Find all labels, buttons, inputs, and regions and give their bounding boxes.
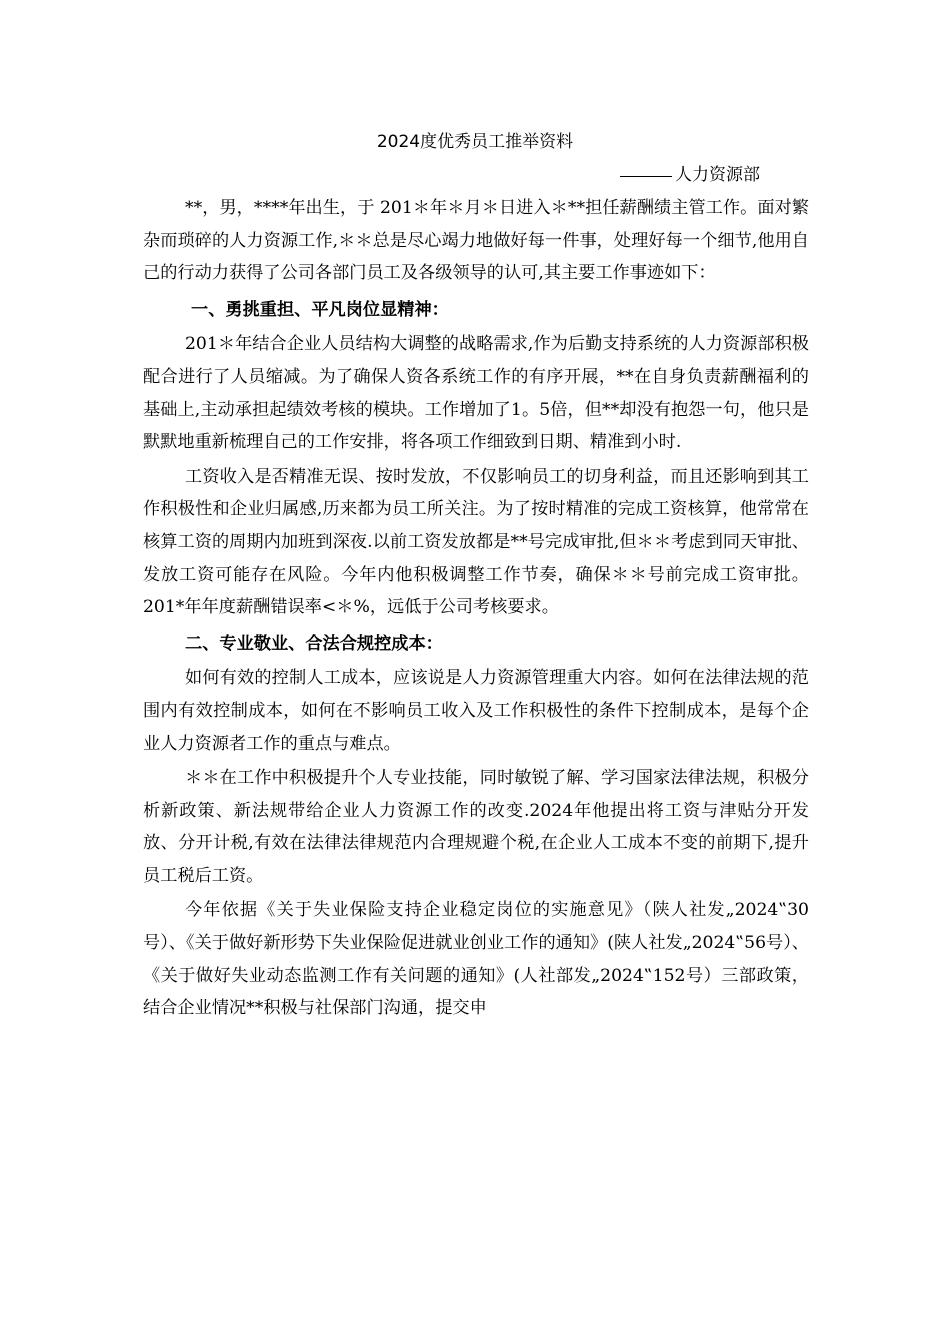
- intro-paragraph: **，男，****年出生，于 201＊年＊月＊日进入＊**担任薪酬绩主管工作。面对繁杂而琐碎的人力资源工作,＊＊总是尽心竭力地做好每一件事，处理好每一个细节,他用自己的行动力获得了公司各部门员工及各级领导的认可,其主要工作事迹如下：: [143, 198, 809, 284]
- section-heading-1: 一、勇挑重担、平凡岗位显精神：: [191, 299, 449, 320]
- signature-text: 人力资源部: [675, 165, 760, 185]
- body-paragraph: 如何有效的控制人工成本，应该说是人力资源管理重大内容。如何在法律法规的范围内有效控制成本，如何在不影响员工收入及工作积极性的条件下控制成本，是每个企业人力资源者工作的重点与难点。: [143, 668, 809, 754]
- body-paragraph: 工资收入是否精准无误、按时发放，不仅影响员工的切身利益，而且还影响到其工作积极性和企业归属感,历来都为员工所关注。为了按时精准的完成工资核算，他常常在核算工资的周期内加班到深夜.以前工资发放都是**号完成审批,但＊＊考虑到同天审批、发放工资可能存在风险。今年内他积极调整工作节奏，确保＊＊号前完成工资审批。201*年年度薪酬错误率<＊%，远低于公司考核要求。: [143, 466, 809, 618]
- section-heading-2: 二、专业敬业、合法合规控成本：: [185, 633, 443, 654]
- document-title: 2024度优秀员工推举资料: [376, 132, 574, 152]
- document-body: [143, 192, 809, 1025]
- body-paragraph: 今年依据《关于失业保险支持企业稳定岗位的实施意见》（陕人社发„2024‟30号）、《关于做好新形势下失业保险促进就业创业工作的通知》(陕人社发„2024‟56号）、《关于做好失业动态监测工作有关问题的通知》(人社部发„2024‟152号）三部政策，结合企业情况**积极与社保部门沟通，提交申: [143, 900, 809, 1019]
- body-paragraph: ＊＊在工作中积极提升个人专业技能，同时敏锐了解、学习国家法律法规，积极分析新政策、新法规带给企业人力资源工作的改变.2024年他提出将工资与津贴分开发放、分开计税,有效在法律法律规范内合理规避个税,在企业人工成本不变的前期下,提升员工税后工资。: [143, 768, 809, 886]
- body-paragraph: 201＊年结合企业人员结构大调整的战略需求,作为后勤支持系统的人力资源部积极配合进行了人员缩减。为了确保人资各系统工作的有序开展，**在自身负责薪酬福利的基础上,主动承担起绩效考核的模块。工作增加了1。5倍，但**却没有抱怨一句，他只是默默地重新梳理自己的工作安排，将各项工作细致到日期、精准到小时.: [143, 334, 809, 453]
- department-signature: [620, 163, 760, 187]
- signature-underline: [620, 176, 672, 177]
